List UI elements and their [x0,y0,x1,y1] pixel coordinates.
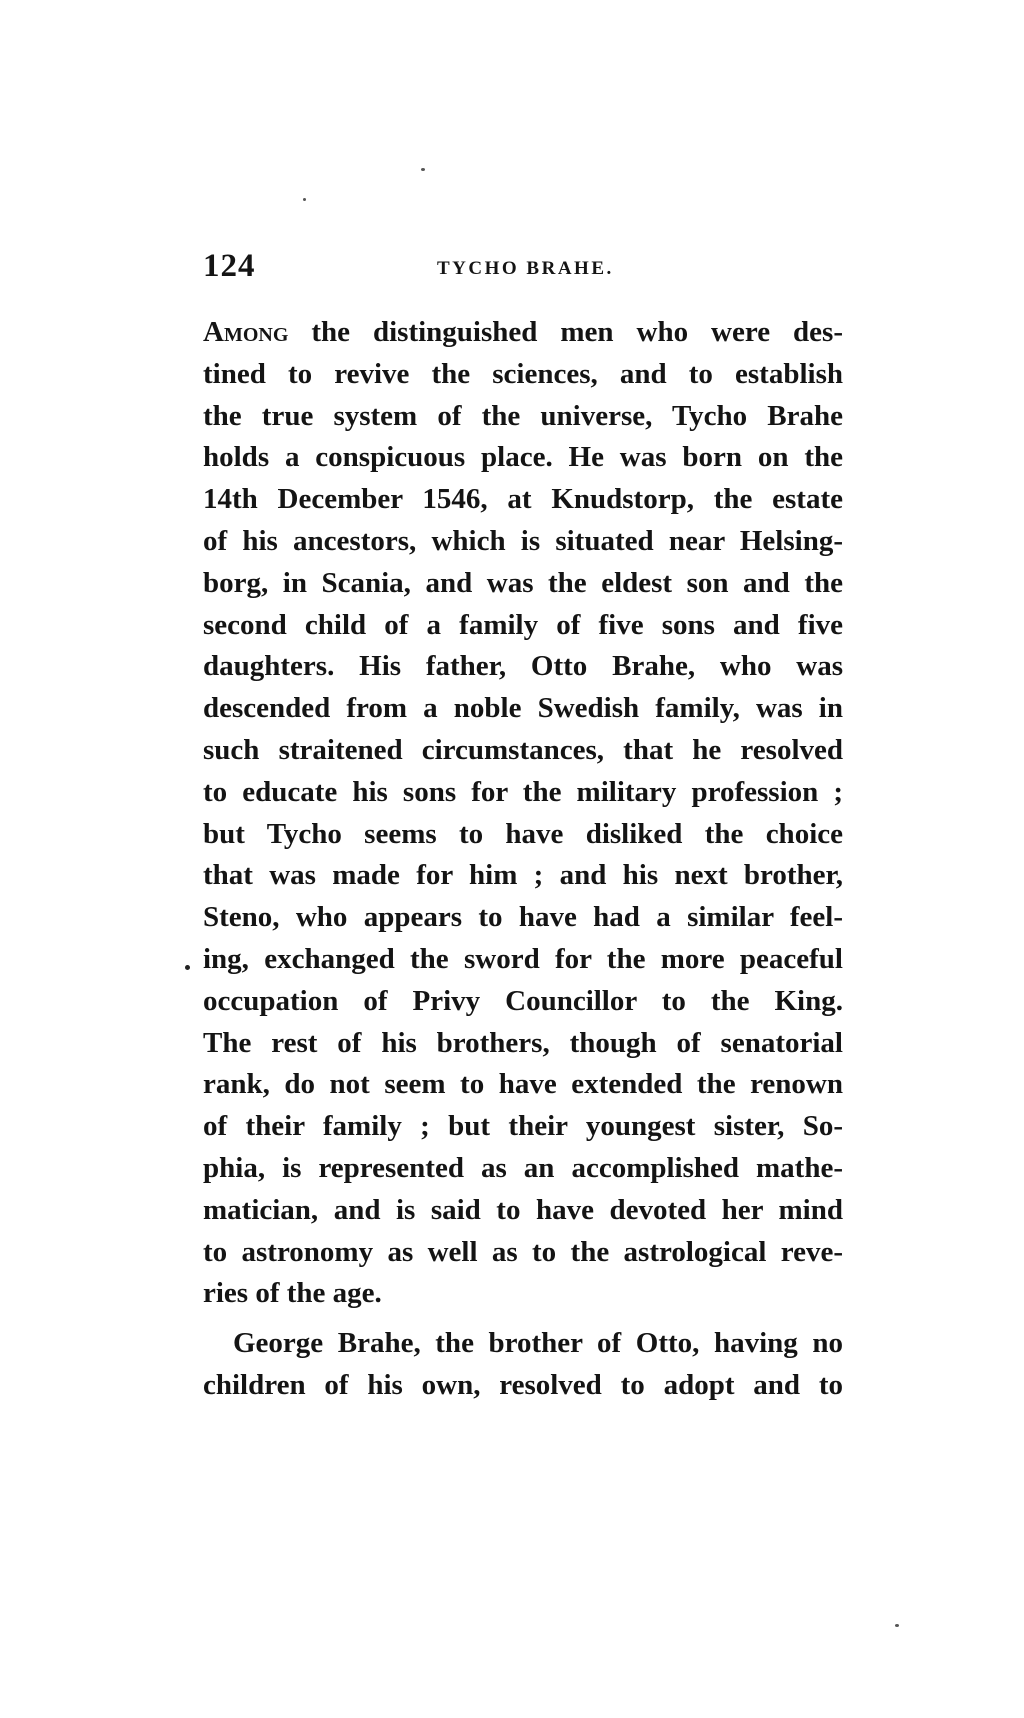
text-line: rank, do not seem to have extended the renown [203,1068,843,1101]
text-line: matician, and is said to have devoted her mind [203,1193,843,1226]
text-line: of their family ; but their youngest sister, So- [203,1110,843,1143]
text-line: Among the distinguished men who were des- [203,316,843,348]
text-line: ries of the age. [203,1277,382,1310]
text-line: 14th December 1546, at Knudstorp, the estate [203,483,843,516]
text-line: to educate his sons for the military profession ; [203,775,843,808]
text-line: George Brahe, the brother of Otto, having no [233,1327,843,1360]
paragraph [203,1323,843,1407]
running-head: TYCHO BRAHE. [437,258,614,279]
page-header [203,248,843,288]
text-line: holds a conspicuous place. He was born on the [203,441,843,474]
text-line: that was made for him ; and his next brother, [203,859,843,892]
paragraph [203,312,843,1315]
text-line: descended from a noble Swedish family, was in [203,692,843,725]
text-line: children of his own, resolved to adopt and to [203,1368,843,1401]
text-line: tined to revive the sciences, and to establish [203,357,843,390]
text-line: of his ancestors, which is situated near Helsing- [203,524,843,557]
body-text [203,312,843,1407]
scan-speck [303,198,306,201]
page-number: 124 [203,248,256,284]
text-line: the true system of the universe, Tycho Brahe [203,399,843,432]
text-line: daughters. His father, Otto Brahe, who was [203,650,843,683]
text-line: such straitened circumstances, that he resolved [203,733,843,766]
text-line: The rest of his brothers, though of senatorial [203,1026,843,1059]
scan-speck [421,168,425,171]
text-line: but Tycho seems to have disliked the choice [203,817,843,850]
opening-word: Among [203,316,289,348]
text-line: Steno, who appears to have had a similar feel- [203,901,843,934]
paragraph-gap [203,1315,843,1323]
text-line: phia, is represented as an accomplished mathe- [203,1151,843,1184]
scan-speck [895,1624,899,1627]
text-line: second child of a family of five sons and five [203,608,843,641]
text-line: occupation of Privy Councillor to the King. [203,984,843,1017]
text-line: ing, exchanged the sword for the more peaceful [203,942,843,975]
text-line: borg, in Scania, and was the eldest son and the [203,566,843,599]
margin-mark [185,965,190,970]
text-line: to astronomy as well as to the astrological reve- [203,1235,843,1268]
